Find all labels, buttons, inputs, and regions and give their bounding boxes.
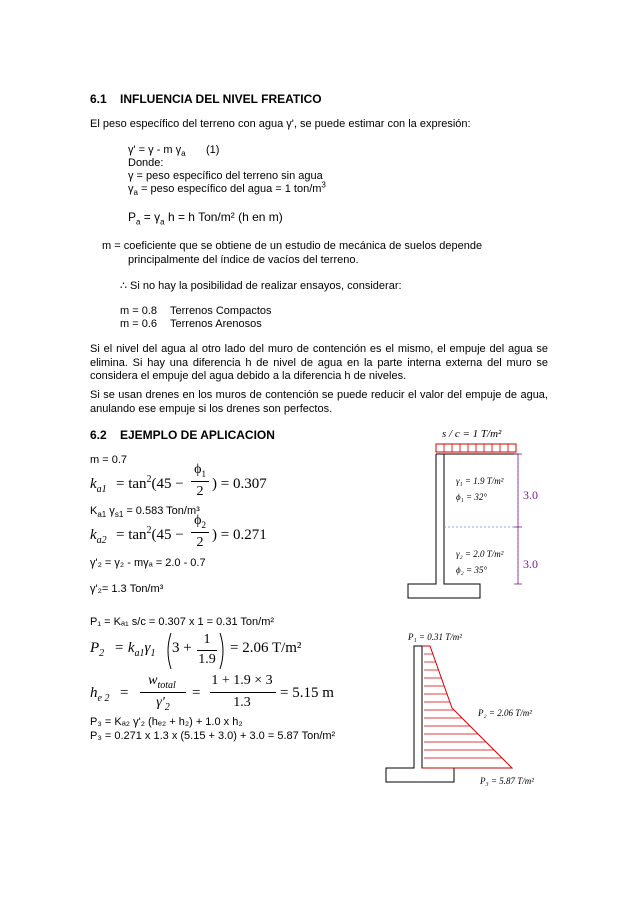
intro-text: El peso específico del terreno con agua γ', se puede estimar con la expresión: [90,118,471,130]
retaining-wall-diagram [400,440,560,610]
section-number-6-2: 6.2 [90,428,107,442]
p2-numerator: 1 [203,632,211,647]
p2-denominator: 1.9 [198,652,216,667]
pa-formula: $P_a = \gamma_a$ h = h Ton/m² (h en m) [128,210,283,227]
ka2-fraction-bar [191,532,209,533]
therefore-line: ∴ Si no hay la posibilidad de realizar ensayos, considerar: [120,280,402,292]
he2-result: = 5.15 m [280,685,334,701]
gamma2-label: γ₂ = 2.0 T/m² [456,549,504,559]
he2-denominator-2: 1.3 [233,695,251,710]
ka2-rhs-c: ) = 0.271 [212,527,267,543]
p2-fraction-bar [197,650,217,651]
formula-1: γ' = γ - m $\gamma_a$ [128,144,186,159]
m-value-2: m = 0.6 [120,318,157,330]
ka2-phi-denominator: 2 [196,535,204,550]
p1-diagram-label: P₁ = 0.31 T/m² [408,632,462,642]
he2-eq2: = [192,685,201,701]
formula-ref: (1) [206,144,220,156]
he2-numerator: $w_{total}$ [148,673,176,691]
p1-line: P₁ = Kₐ₁ s/c = 0.307 x 1 = 0.31 Ton/m² [90,616,275,628]
he2-fraction-bar-2 [210,692,276,693]
p2-result: = 2.06 T/m² [230,640,302,656]
paragraph-water-level: Si el nivel del agua al otro lado del muro de contención es el mismo, el empuje del agua se elimina. Si hay una diferencia h de nivel de agua en la parte interna externa del muro se considera el empuje del agua debido a la diferencia h de niveles. [90,343,548,382]
m-value-example: m = 0.7 [90,454,127,466]
p3-diagram-label: P₃ = 5.87 T/m² [480,776,534,786]
def-gamma: γ = peso específico del terreno sin agua [128,170,323,182]
m-definition-line1: m = coeficiente que se obtiene de un estudio de mecánica de suelos depende [102,240,483,252]
wall-outline-2 [386,646,454,782]
p2-paren-right [219,632,227,670]
gamma2-prime-result: γ'₂= 1.3 Ton/m³ [90,583,164,595]
ka1-gamma-line: $K_{a1}$ $\gamma_{s1} = 0.583$ Ton/m³ [90,505,200,520]
he2-eq: = [120,685,129,701]
ka1-equation: $k_{a1}$ [90,476,107,495]
m-definition-line2: principalmente del índice de vacíos del terreno. [128,254,359,266]
ka1-phi-denominator: 2 [196,484,204,499]
section-title-6-2: EJEMPLO DE APLICACION [120,428,275,442]
height-1-label: 3.0 [523,488,538,502]
p2-lhs: $P_2$ [90,640,105,659]
pressure-arrows [424,654,502,758]
ka1-rhs-c: ) = 0.307 [212,476,267,492]
he2-numerator-2: 1 + 1.9 × 3 [211,673,273,688]
soil-type-2: Terrenos Arenosos [170,318,262,330]
he2-lhs: $h_{e 2}$ [90,685,110,704]
surcharge-label: s / c = 1 T/m² [442,428,502,440]
ka2-rhs-a: = $\tan^2(45$ − [116,525,184,543]
ka2-phi-numerator: $\phi_2$ [194,513,206,530]
surcharge-ticks [444,444,508,452]
soil-type-1: Terrenos Compactos [170,305,272,317]
gamma2-prime-line: γ'₂ = γ₂ - mγₐ = 2.0 - 0.7 [90,557,206,569]
height-2-label: 3.0 [523,557,538,571]
gamma1-label: γ₁ = 1.9 T/m² [456,476,504,486]
phi1-label: ϕ₁ = 32° [456,492,487,502]
ka1-fraction-bar [191,481,209,482]
section-title-6-1: INFLUENCIA DEL NIVEL FREATICO [120,92,322,106]
he2-fraction-bar [140,692,186,693]
he2-denominator: $\gamma'_2$ [156,695,170,713]
section-number-6-1: 6.1 [90,92,107,106]
paragraph-drains: Si se usan drenes en los muros de contención se puede reducir el valor del empuje de agua, anulando ese empuje si los drenes son perfectos. [90,389,548,415]
m-value-1: m = 0.8 [120,305,157,317]
def-gamma-a: $\gamma_a$ = peso específico del agua = 1 ton/$m^3$ [128,180,326,198]
ka2-equation: $k_{a2}$ [90,527,107,546]
p3-line-2: P₃ = 0.271 x 1.3 x (5.15 + 3.0) + 3.0 = 5.87 Ton/m² [90,730,336,742]
donde-label: Donde: [128,157,164,169]
p3-line-1: P₃ = Kₐ₂ γ'₂ (hₑ₂ + h₂) + 1.0 x h₂ [90,716,243,728]
p2-paren-left [164,632,172,670]
p2-diagram-label: P₂ = 2.06 T/m² [478,708,532,718]
p2-eq: = $k_{a1}\gamma_1$ [114,640,156,659]
ka1-rhs-a: = $\tan^2(45$ − [116,474,184,492]
p2-paren-a: 3 + [172,640,192,656]
phi2-label: ϕ₂ = 35° [456,565,487,575]
ka1-phi-numerator: $\phi_1$ [194,462,206,479]
